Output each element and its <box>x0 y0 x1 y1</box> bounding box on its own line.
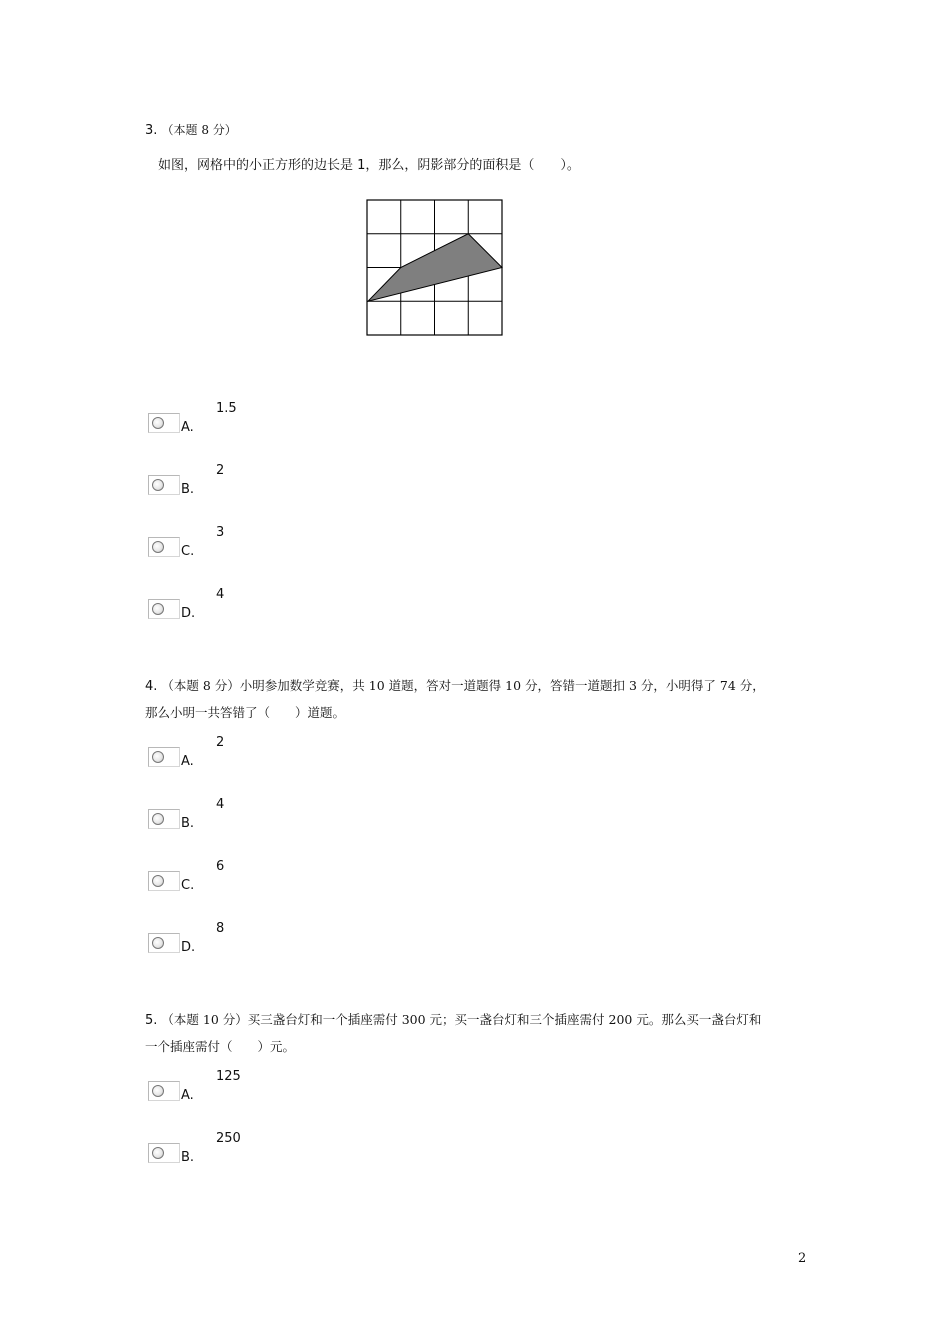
grid-figure <box>366 199 506 343</box>
question-3-option-c[interactable] <box>148 527 348 567</box>
option-letter: C. <box>181 544 195 559</box>
question-4-option-b[interactable] <box>148 799 348 839</box>
option-letter: D. <box>181 940 196 955</box>
option-letter: D. <box>181 606 196 621</box>
question-4-option-a[interactable] <box>148 737 348 777</box>
radio-button[interactable] <box>148 413 180 433</box>
question-4-line-2: 那么小明一共答错了（ ）道题。 <box>145 705 346 720</box>
option-value: 1.5 <box>216 401 237 416</box>
option-value: 3 <box>216 525 225 540</box>
radio-button[interactable] <box>148 933 180 953</box>
page-number: 2 <box>798 1251 807 1266</box>
option-value: 125 <box>216 1069 241 1084</box>
question-4-option-d[interactable] <box>148 923 348 963</box>
radio-circle-icon <box>152 1147 164 1159</box>
radio-button[interactable] <box>148 1081 180 1101</box>
radio-circle-icon <box>152 937 164 949</box>
question-3-number: 3. <box>145 123 158 138</box>
option-letter: B. <box>181 1150 195 1165</box>
question-3-points: （本题 8 分） <box>161 123 237 137</box>
question-4-text-line-1: 小明参加数学竞赛，共 10 道题，答对一道题得 10 分，答错一道题扣 3 分，小明得了 74 分， <box>239 678 765 693</box>
radio-button[interactable] <box>148 599 180 619</box>
option-value: 4 <box>216 797 225 812</box>
radio-circle-icon <box>152 1085 164 1097</box>
option-value: 250 <box>216 1131 241 1146</box>
question-4-line-1 <box>145 673 815 700</box>
question-4-number: 4. <box>145 679 158 694</box>
radio-button[interactable] <box>148 747 180 767</box>
radio-button[interactable] <box>148 1143 180 1163</box>
question-4-text <box>145 673 815 726</box>
question-5-text-line-1: 买三盏台灯和一个插座需付 300 元；买一盏台灯和三个插座需付 200 元。那么买一盏台灯和 <box>247 1012 762 1027</box>
option-letter: B. <box>181 482 195 497</box>
radio-circle-icon <box>152 875 164 887</box>
option-letter: C. <box>181 878 195 893</box>
radio-circle-icon <box>152 603 164 615</box>
radio-button[interactable] <box>148 809 180 829</box>
question-3-header <box>145 120 237 141</box>
option-letter: A. <box>181 754 194 769</box>
question-5-line-2: 一个插座需付（ ）元。 <box>145 1039 296 1054</box>
option-value: 4 <box>216 587 225 602</box>
question-5-option-a[interactable] <box>148 1071 348 1111</box>
radio-circle-icon <box>152 479 164 491</box>
question-5-text <box>145 1007 815 1060</box>
grid-triangle-diagram <box>366 199 506 339</box>
question-3-option-d[interactable] <box>148 589 348 629</box>
question-5-number: 5. <box>145 1013 158 1028</box>
radio-circle-icon <box>152 751 164 763</box>
question-4-points: （本题 8 分） <box>161 678 240 693</box>
option-value: 2 <box>216 463 225 478</box>
radio-circle-icon <box>152 417 164 429</box>
option-letter: B. <box>181 816 195 831</box>
option-value: 6 <box>216 859 225 874</box>
radio-button[interactable] <box>148 475 180 495</box>
question-3-option-b[interactable] <box>148 465 348 505</box>
question-4-option-c[interactable] <box>148 861 348 901</box>
option-value: 2 <box>216 735 225 750</box>
radio-button[interactable] <box>148 871 180 891</box>
radio-circle-icon <box>152 541 164 553</box>
radio-button[interactable] <box>148 537 180 557</box>
option-value: 8 <box>216 921 225 936</box>
option-letter: A. <box>181 420 194 435</box>
question-5-line-1 <box>145 1007 815 1034</box>
question-5-points: （本题 10 分） <box>161 1012 248 1027</box>
question-5-option-b[interactable] <box>148 1133 348 1173</box>
question-3-text: 如图，网格中的小正方形的边长是 1，那么，阴影部分的面积是（ ）。 <box>158 158 580 173</box>
question-3-option-a[interactable] <box>148 403 348 443</box>
option-letter: A. <box>181 1088 194 1103</box>
radio-circle-icon <box>152 813 164 825</box>
